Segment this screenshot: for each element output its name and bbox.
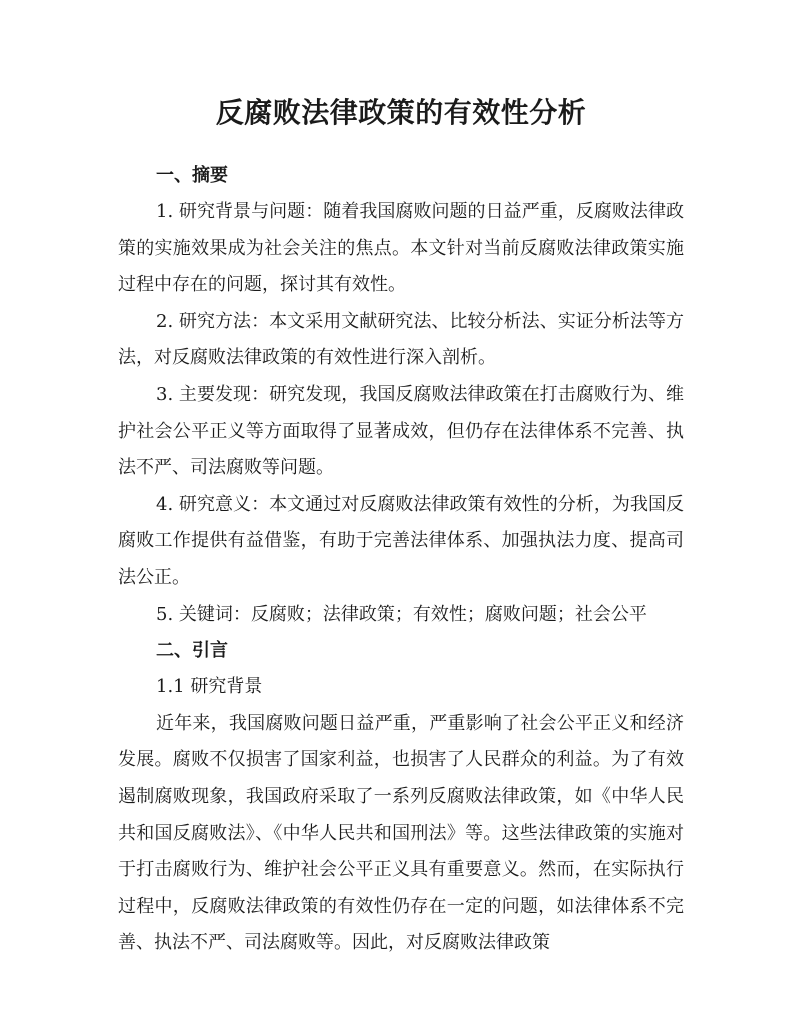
document-page xyxy=(118,86,684,962)
subsection-heading-research-background: 1.1 研究背景 xyxy=(156,676,263,698)
section-heading-abstract: 一、摘要 xyxy=(156,165,228,186)
abstract-paragraph-findings: 3. 主要发现：研究发现，我国反腐败法律政策在打击腐败行为、维护社会公平正义等方面取得了显著成效，但仍存在法律体系不完善、执法不严、司法腐败等问题。 xyxy=(118,383,684,479)
document-title: 反腐败法律政策的有效性分析 xyxy=(215,96,587,129)
abstract-paragraph-significance: 4. 研究意义：本文通过对反腐败法律政策有效性的分析，为我国反腐败工作提供有益借鉴，有助于完善法律体系、加强执法力度、提高司法公正。 xyxy=(118,493,684,588)
abstract-paragraph-background: 1. 研究背景与问题：随着我国腐败问题的日益严重，反腐败法律政策的实施效果成为社会关注的焦点。本文针对当前反腐败法律政策实施过程中存在的问题，探讨其有效性。 xyxy=(118,201,684,296)
introduction-paragraph: 近年来，我国腐败问题日益严重，严重影响了社会公平正义和经济发展。腐败不仅损害了国家利益，也损害了人民群众的利益。为了有效遏制腐败现象，我国政府采取了一系列反腐败法律政策，如《中华人民共和国反腐败法》、《中华人民共和国刑法》等。这些法律政策的实施对于打击腐败行为、维护社会公平正义具有重要意义。然而，在实际执行过程中，反腐败法律政策的有效性仍存在一定的问题，如法律体系不完善、执法不严、司法腐败等。因此，对反腐败法律政策 xyxy=(118,712,684,954)
abstract-paragraph-methods: 2. 研究方法：本文采用文献研究法、比较分析法、实证分析法等方法，对反腐败法律政策的有效性进行深入剖析。 xyxy=(118,310,684,369)
section-heading-introduction: 二、引言 xyxy=(156,640,228,662)
abstract-paragraph-keywords: 5. 关键词：反腐败；法律政策；有效性；腐败问题；社会公平 xyxy=(156,603,647,625)
